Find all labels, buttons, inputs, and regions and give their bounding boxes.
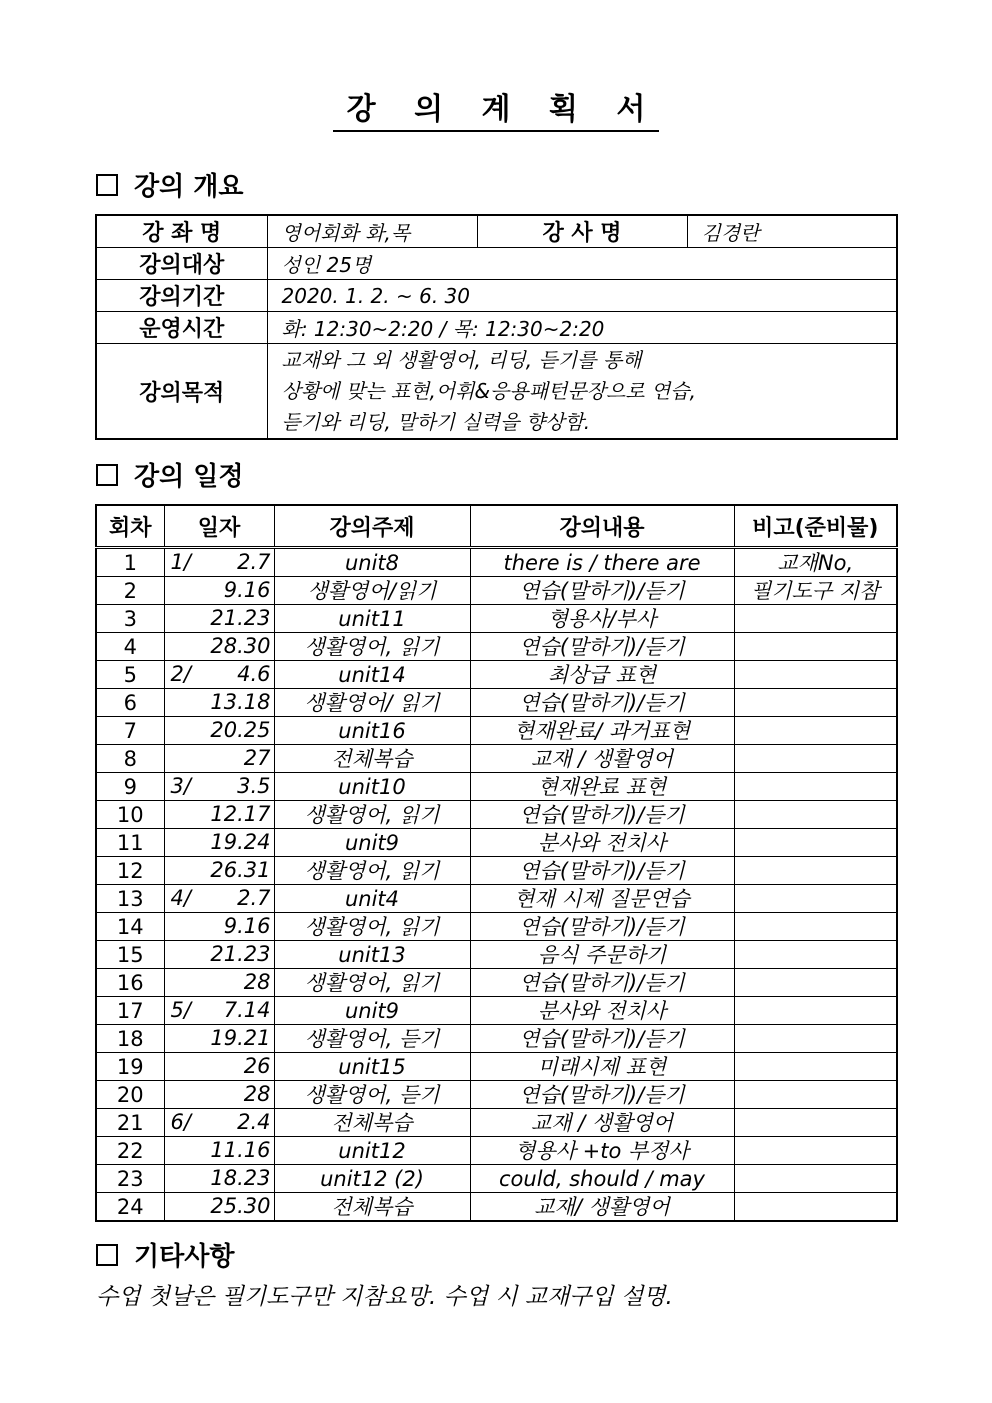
table-row — [96, 661, 897, 689]
session-note — [734, 1109, 897, 1137]
session-topic: unit13 — [274, 941, 470, 969]
session-note: 필기도구 지참 — [734, 577, 897, 605]
session-note — [734, 661, 897, 689]
table-row — [96, 689, 897, 717]
session-date — [164, 577, 274, 605]
date-days: 21.23 — [210, 606, 271, 630]
session-note — [734, 1053, 897, 1081]
date-month: 5/ — [170, 998, 191, 1022]
session-note — [734, 1081, 897, 1109]
session-content: 연습(말하기)/듣기 — [470, 801, 734, 829]
session-content: 분사와 전치사 — [470, 997, 734, 1025]
table-row — [96, 997, 897, 1025]
overview-table — [95, 214, 898, 440]
header-note: 비고(준비물) — [734, 505, 897, 548]
session-number: 9 — [96, 773, 164, 801]
checkbox-square-icon — [96, 1244, 118, 1266]
session-date — [164, 717, 274, 745]
session-topic: 전체복습 — [274, 1193, 470, 1222]
session-number: 5 — [96, 661, 164, 689]
session-content: 형용사 +to 부정사 — [470, 1137, 734, 1165]
session-topic: 생활영어/ 읽기 — [274, 689, 470, 717]
date-month: 3/ — [170, 774, 191, 798]
session-date — [164, 1165, 274, 1193]
session-date — [164, 997, 274, 1025]
purpose-line: 상황에 맞는 표현,어휘&응용패턴문장으로 연습, — [281, 378, 696, 403]
session-date — [164, 633, 274, 661]
session-content: 교재 / 생활영어 — [470, 745, 734, 773]
session-number: 24 — [96, 1193, 164, 1222]
session-note — [734, 829, 897, 857]
session-date — [164, 605, 274, 633]
date-days: 7.14 — [223, 998, 271, 1022]
time-value: 화: 12:30~2:20 / 목: 12:30~2:20 — [267, 312, 897, 344]
date-days: 26 — [243, 1054, 271, 1078]
session-note — [734, 913, 897, 941]
session-note — [734, 745, 897, 773]
table-row — [96, 1025, 897, 1053]
session-note: 교재No, — [734, 548, 897, 577]
table-row — [96, 1137, 897, 1165]
session-number: 6 — [96, 689, 164, 717]
session-topic: 생활영어, 읽기 — [274, 857, 470, 885]
table-row — [96, 969, 897, 997]
session-note — [734, 941, 897, 969]
session-content: 연습(말하기)/듣기 — [470, 913, 734, 941]
session-content: 현재완료 표현 — [470, 773, 734, 801]
session-topic: unit11 — [274, 605, 470, 633]
table-row — [96, 857, 897, 885]
purpose-line: 듣기와 리딩, 말하기 실력을 향상함. — [281, 409, 591, 434]
session-number: 16 — [96, 969, 164, 997]
section-heading-etc: 기타사항 — [96, 1236, 234, 1273]
session-content: 미래시제 표현 — [470, 1053, 734, 1081]
session-note — [734, 969, 897, 997]
course-value: 영어회화 화,목 — [267, 215, 477, 248]
session-note — [734, 773, 897, 801]
session-content: 연습(말하기)/듣기 — [470, 689, 734, 717]
date-days: 9.16 — [223, 914, 271, 938]
table-row — [96, 605, 897, 633]
header-topic: 강의주제 — [274, 505, 470, 548]
session-content: 교재/ 생활영어 — [470, 1193, 734, 1222]
session-content: 연습(말하기)/듣기 — [470, 577, 734, 605]
session-topic: 생활영어, 읽기 — [274, 633, 470, 661]
purpose-label: 강의목적 — [96, 344, 267, 440]
session-date — [164, 1109, 274, 1137]
session-number: 14 — [96, 913, 164, 941]
session-number: 8 — [96, 745, 164, 773]
date-days: 2.4 — [237, 1110, 271, 1134]
table-row — [96, 1193, 897, 1222]
checkbox-square-icon — [96, 464, 118, 486]
session-note — [734, 997, 897, 1025]
table-row — [96, 913, 897, 941]
session-topic: 전체복습 — [274, 745, 470, 773]
table-row — [96, 773, 897, 801]
table-row — [96, 717, 897, 745]
date-days: 2.7 — [237, 550, 271, 574]
date-days: 13.18 — [210, 690, 271, 714]
session-number: 18 — [96, 1025, 164, 1053]
date-days: 11.16 — [210, 1138, 271, 1162]
date-days: 18.23 — [210, 1166, 271, 1190]
date-days: 26.31 — [210, 858, 271, 882]
session-date — [164, 1137, 274, 1165]
session-topic: 생활영어, 듣기 — [274, 1025, 470, 1053]
header-content: 강의내용 — [470, 505, 734, 548]
teacher-label: 강 사 명 — [477, 215, 687, 248]
session-topic: 전체복습 — [274, 1109, 470, 1137]
session-number: 20 — [96, 1081, 164, 1109]
session-date — [164, 829, 274, 857]
target-label: 강의대상 — [96, 248, 267, 280]
session-note — [734, 801, 897, 829]
session-number: 12 — [96, 857, 164, 885]
table-row — [96, 1081, 897, 1109]
session-topic: unit8 — [274, 548, 470, 577]
session-content: there is / there are — [470, 548, 734, 577]
session-number: 3 — [96, 605, 164, 633]
session-topic: 생활영어, 듣기 — [274, 1081, 470, 1109]
session-number: 21 — [96, 1109, 164, 1137]
session-date — [164, 1053, 274, 1081]
session-content: 연습(말하기)/듣기 — [470, 1025, 734, 1053]
session-topic: unit12 (2) — [274, 1165, 470, 1193]
session-topic: unit9 — [274, 829, 470, 857]
session-date — [164, 885, 274, 913]
period-label: 강의기간 — [96, 280, 267, 312]
session-content: 최상급 표현 — [470, 661, 734, 689]
session-date — [164, 548, 274, 577]
table-row — [96, 1109, 897, 1137]
session-number: 23 — [96, 1165, 164, 1193]
session-date — [164, 1081, 274, 1109]
session-topic: 생활영어, 읽기 — [274, 801, 470, 829]
date-days: 21.23 — [210, 942, 271, 966]
table-row — [96, 548, 897, 577]
session-note — [734, 1025, 897, 1053]
table-row — [96, 1053, 897, 1081]
session-content: 형용사/부사 — [470, 605, 734, 633]
date-days: 9.16 — [223, 578, 271, 602]
date-days: 2.7 — [237, 886, 271, 910]
date-days: 28 — [243, 970, 271, 994]
session-topic: unit16 — [274, 717, 470, 745]
date-days: 20.25 — [210, 718, 271, 742]
session-date — [164, 913, 274, 941]
session-topic: unit12 — [274, 1137, 470, 1165]
date-days: 3.5 — [237, 774, 271, 798]
table-row — [96, 829, 897, 857]
session-number: 15 — [96, 941, 164, 969]
session-number: 11 — [96, 829, 164, 857]
session-note — [734, 1193, 897, 1222]
session-content: 교재 / 생활영어 — [470, 1109, 734, 1137]
session-topic: unit9 — [274, 997, 470, 1025]
section-heading-schedule: 강의 일정 — [96, 456, 244, 493]
session-number: 19 — [96, 1053, 164, 1081]
session-date — [164, 969, 274, 997]
etc-note: 수업 첫날은 필기도구만 지참요망. 수업 시 교재구입 설명. — [96, 1284, 673, 1310]
session-content: 연습(말하기)/듣기 — [470, 633, 734, 661]
date-month: 2/ — [170, 662, 191, 686]
table-row — [96, 633, 897, 661]
date-days: 25.30 — [210, 1194, 271, 1218]
table-row — [96, 941, 897, 969]
session-topic: unit14 — [274, 661, 470, 689]
session-topic: unit10 — [274, 773, 470, 801]
date-days: 28 — [243, 1082, 271, 1106]
section-heading-overview: 강의 개요 — [96, 166, 244, 203]
table-row — [96, 577, 897, 605]
session-note — [734, 857, 897, 885]
header-no: 회차 — [96, 505, 164, 548]
date-days: 19.24 — [210, 830, 271, 854]
date-days: 19.21 — [210, 1026, 271, 1050]
session-topic: unit4 — [274, 885, 470, 913]
session-topic: 생활영어, 읽기 — [274, 969, 470, 997]
session-number: 22 — [96, 1137, 164, 1165]
session-content: 연습(말하기)/듣기 — [470, 969, 734, 997]
date-month: 4/ — [170, 886, 191, 910]
session-note — [734, 605, 897, 633]
purpose-line: 교재와 그 외 생활영어, 리딩, 듣기를 통해 — [281, 347, 642, 372]
session-topic: unit15 — [274, 1053, 470, 1081]
session-number: 10 — [96, 801, 164, 829]
table-row — [96, 745, 897, 773]
date-days: 4.6 — [237, 662, 271, 686]
date-days: 12.17 — [210, 802, 271, 826]
session-number: 1 — [96, 548, 164, 577]
session-date — [164, 941, 274, 969]
date-month: 1/ — [170, 550, 191, 574]
session-note — [734, 1137, 897, 1165]
table-row — [96, 1165, 897, 1193]
session-date — [164, 661, 274, 689]
session-date — [164, 801, 274, 829]
table-row — [96, 885, 897, 913]
period-value: 2020. 1. 2. ~ 6. 30 — [267, 280, 897, 312]
purpose-value — [267, 344, 897, 440]
date-days: 28.30 — [210, 634, 271, 658]
session-content: 음식 주문하기 — [470, 941, 734, 969]
session-note — [734, 885, 897, 913]
teacher-value: 김경란 — [687, 215, 897, 248]
schedule-table — [95, 504, 898, 1222]
session-date — [164, 1193, 274, 1222]
document-title: 강 의 계 획 서 — [0, 92, 992, 132]
session-date — [164, 1025, 274, 1053]
session-note — [734, 633, 897, 661]
session-number: 13 — [96, 885, 164, 913]
session-number: 17 — [96, 997, 164, 1025]
session-note — [734, 1165, 897, 1193]
date-month: 6/ — [170, 1110, 191, 1134]
session-content: 분사와 전치사 — [470, 829, 734, 857]
session-date — [164, 857, 274, 885]
session-content: 연습(말하기)/듣기 — [470, 1081, 734, 1109]
target-value: 성인 25명 — [267, 248, 897, 280]
session-note — [734, 717, 897, 745]
session-date — [164, 773, 274, 801]
time-label: 운영시간 — [96, 312, 267, 344]
checkbox-square-icon — [96, 174, 118, 196]
session-date — [164, 689, 274, 717]
table-row — [96, 801, 897, 829]
session-note — [734, 689, 897, 717]
session-number: 7 — [96, 717, 164, 745]
session-topic: 생활영어/읽기 — [274, 577, 470, 605]
session-content: 현재 시제 질문연습 — [470, 885, 734, 913]
session-date — [164, 745, 274, 773]
session-content: 연습(말하기)/듣기 — [470, 857, 734, 885]
session-topic: 생활영어, 읽기 — [274, 913, 470, 941]
course-label: 강 좌 명 — [96, 215, 267, 248]
header-date: 일자 — [164, 505, 274, 548]
date-days: 27 — [243, 746, 271, 770]
session-content: could, should / may — [470, 1165, 734, 1193]
session-number: 4 — [96, 633, 164, 661]
session-content: 현재완료/ 과거표현 — [470, 717, 734, 745]
session-number: 2 — [96, 577, 164, 605]
